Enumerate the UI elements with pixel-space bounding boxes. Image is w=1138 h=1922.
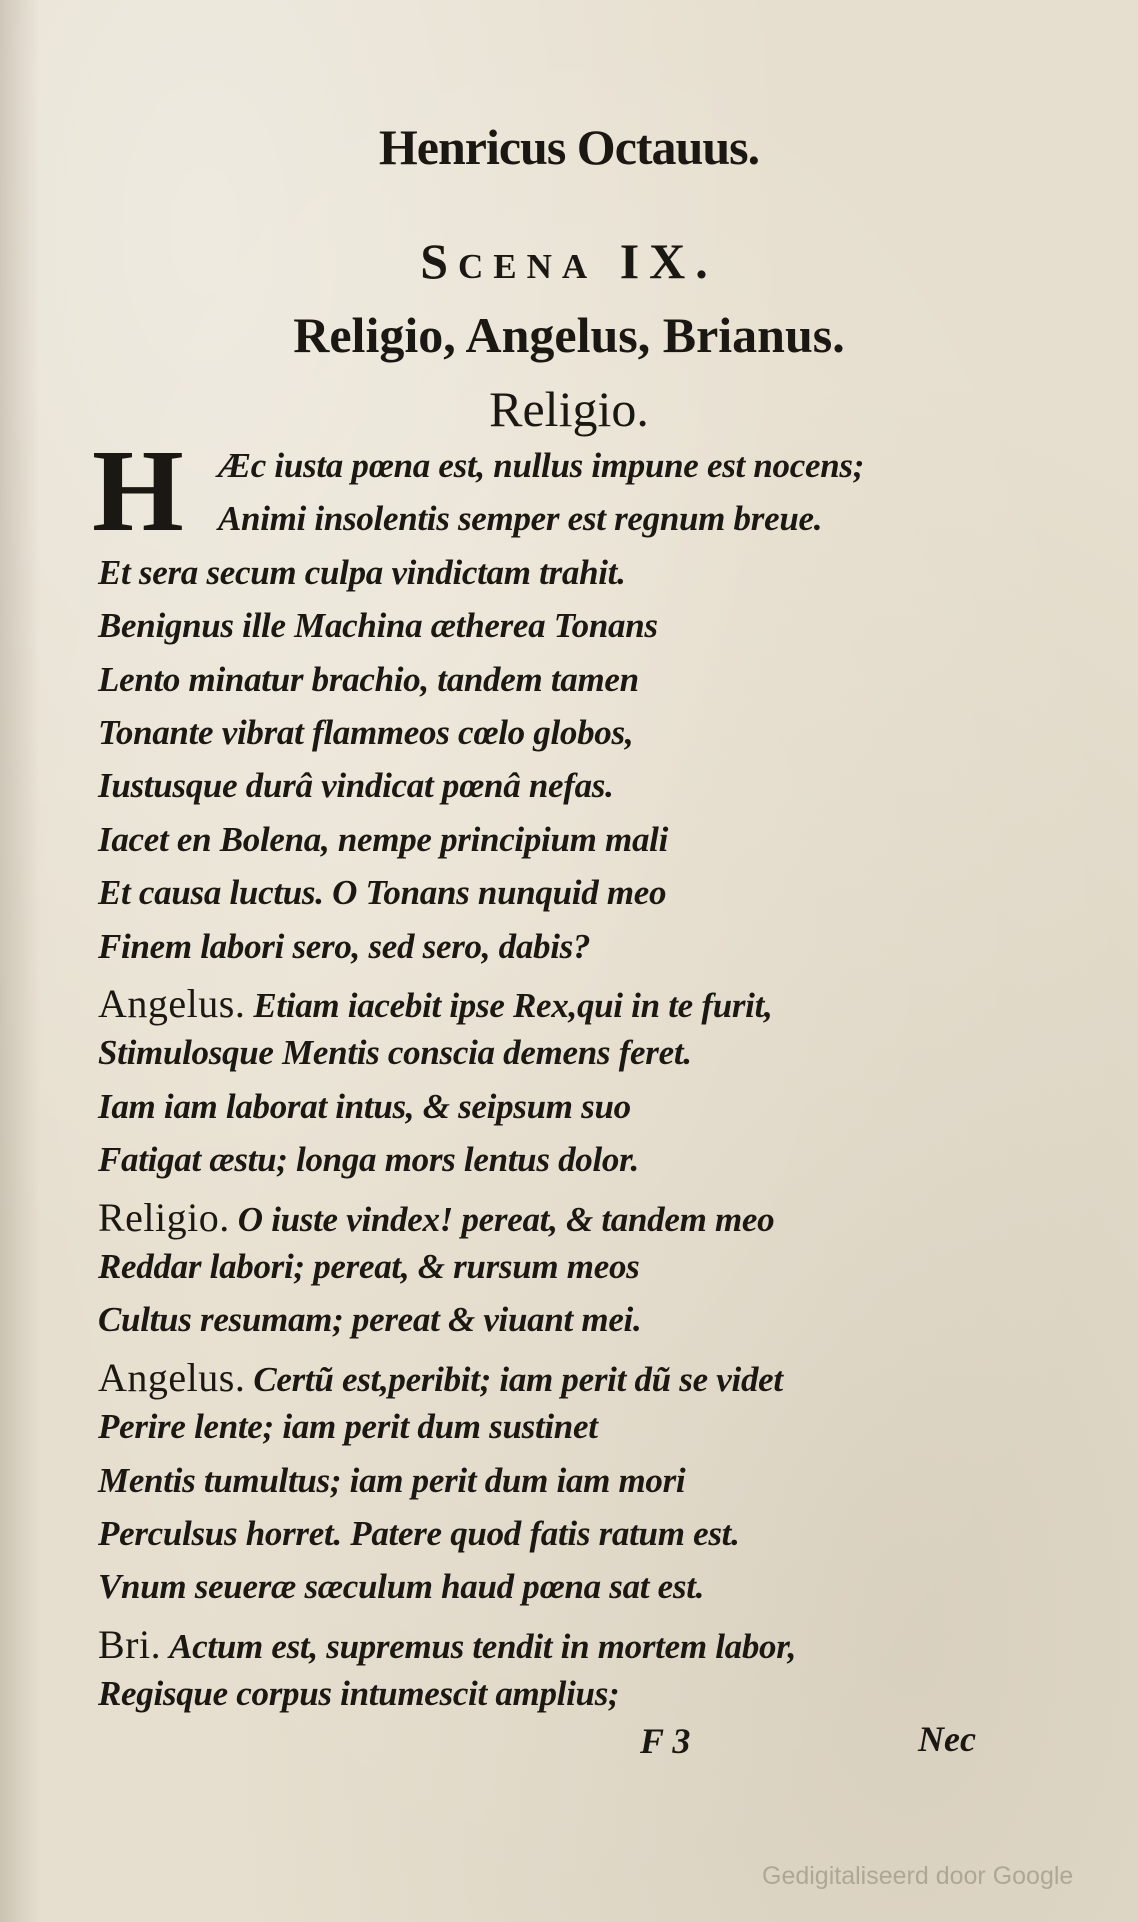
speaker-name: Angelus. xyxy=(98,1354,246,1400)
verse-text: O iuste vindex! pereat, & tandem meo xyxy=(237,1199,775,1239)
verse-text: Æc iusta pœna est, nullus impune est nocens; xyxy=(218,446,865,485)
verse-line xyxy=(98,1300,641,1340)
scene-title: Scena IX. xyxy=(420,233,718,289)
verse-line xyxy=(98,980,772,1027)
verse-text: Perire lente; iam perit dum sustinet xyxy=(98,1407,598,1447)
verse-text: Animi insolentis semper est regnum breue. xyxy=(218,499,823,539)
verse-line xyxy=(98,713,633,753)
verse-text: Benignus ille Machina ætherea Tonans xyxy=(98,606,658,646)
verse-text: Et sera secum culpa vindictam trahit. xyxy=(98,552,626,592)
verse-line xyxy=(98,1567,704,1607)
verse-line xyxy=(98,1461,685,1501)
verse-line xyxy=(98,1140,639,1180)
verse-text: Cultus resumam; pereat & viuant mei. xyxy=(98,1300,642,1340)
verse-text: Iustusque durâ vindicat pœnâ nefas. xyxy=(98,766,614,806)
verse-text: Vnum seueræ sæculum haud pœna sat est. xyxy=(98,1567,705,1607)
verse-text: Stimulosque Mentis conscia demens feret. xyxy=(98,1033,692,1073)
verse-text: Fatigat æstu; longa mors lentus dolor. xyxy=(98,1140,639,1180)
verse-text: Tonante vibrat flammeos cœlo globos, xyxy=(98,713,634,752)
verse-line xyxy=(98,553,626,593)
verse-text: Reddar labori; pereat, & rursum meos xyxy=(98,1247,640,1286)
verse-line xyxy=(98,1033,692,1073)
verse-line xyxy=(98,1087,631,1127)
verse-text: Iacet en Bolena, nempe principium mali xyxy=(98,819,668,859)
running-head: Henricus Octauus. xyxy=(378,119,760,175)
verse-line xyxy=(98,1354,783,1401)
verse-text: Finem labori sero, sed sero, dabis? xyxy=(98,926,591,966)
verse-text: Et causa luctus. O Tonans nunquid meo xyxy=(98,873,667,913)
verse-text: Perculsus horret. Patere quod fatis ratum est. xyxy=(98,1514,740,1553)
verse-line xyxy=(98,1621,796,1668)
catchword: Nec xyxy=(918,1719,976,1759)
verse-line xyxy=(98,660,639,700)
verse-line xyxy=(98,927,590,967)
verse-text: Iam iam laborat intus, & seipsum suo xyxy=(98,1086,631,1126)
digitization-watermark: Gedigitaliseerd door Google xyxy=(762,1862,1074,1890)
verse-line xyxy=(98,1674,619,1714)
verse-line xyxy=(98,873,666,913)
verse-line xyxy=(98,1247,639,1287)
signature-mark: F 3 xyxy=(640,1721,691,1761)
verse-text: Regisque corpus intumescit amplius; xyxy=(98,1674,620,1714)
verse-line xyxy=(98,1407,598,1447)
verse-line xyxy=(218,499,822,539)
drop-cap: H xyxy=(92,425,184,556)
verse-line xyxy=(98,820,668,860)
verse-line xyxy=(98,1194,774,1241)
verse-text: Mentis tumultus; iam perit dum iam mori xyxy=(98,1460,686,1500)
verse-text: Actum est, supremus tendit in mortem labor, xyxy=(169,1626,797,1666)
verse-text: Certũ est,peribit; iam perit dũ se videt xyxy=(253,1359,783,1399)
verse-line xyxy=(98,1514,740,1554)
verse-line xyxy=(98,766,614,806)
verse-text: Lento minatur brachio, tandem tamen xyxy=(98,659,639,699)
verse-line xyxy=(218,446,864,486)
first-speaker-heading: Religio. xyxy=(489,381,649,437)
speaker-name: Angelus. xyxy=(98,981,246,1026)
verse-text: Etiam iacebit ipse Rex,qui in te furit, xyxy=(253,986,773,1025)
verse-line xyxy=(98,606,658,646)
speaker-name: Religio. xyxy=(98,1194,230,1240)
dramatis-personae: Religio, Angelus, Brianus. xyxy=(293,307,845,363)
speaker-name: Bri. xyxy=(98,1621,162,1667)
